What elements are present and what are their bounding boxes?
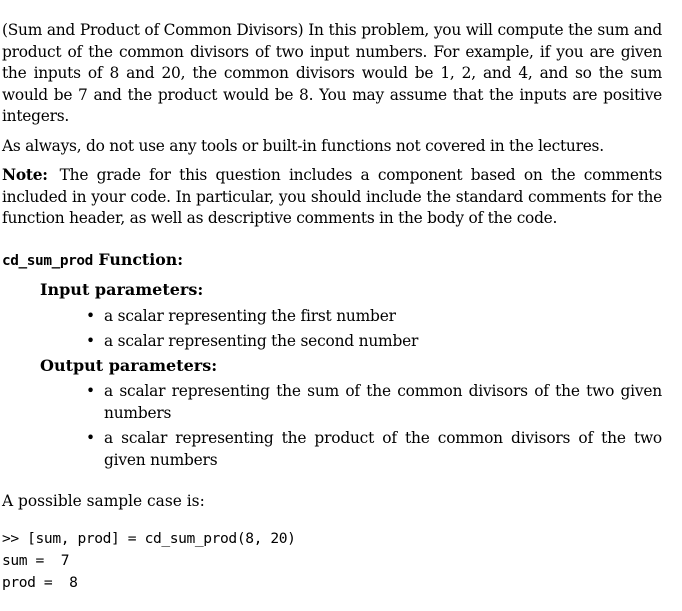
input-parameters-list [80,305,662,355]
bullet-icon: • [86,429,95,447]
list-item [80,380,662,424]
output-param-text: a scalar representing the sum of the common divisors of the two given numbers [104,382,662,422]
sample-command-line: >> [sum, prod] = cd_sum_prod(8, 20) [2,530,296,547]
sample-output-sum: sum = 7 [2,552,70,569]
tools-notice-paragraph: As always, do not use any tools or built-in functions not covered in the lectures. [2,137,604,155]
input-param-text: a scalar representing the second number [104,332,419,350]
bullet-icon: • [86,332,95,350]
output-parameters-heading: Output parameters: [40,356,218,375]
function-heading [2,249,183,272]
sample-case-intro: A possible sample case is: [2,492,205,510]
list-item [80,427,662,471]
output-parameters-list [80,380,662,474]
input-param-text: a scalar representing the first number [104,307,396,325]
bullet-icon: • [86,382,95,400]
note-text: The grade for this question includes a component based on the comments included in your code. In particular, you should include the standard comments for the function header, as well as descriptive comments in the body of the code. [2,166,662,228]
list-item [80,305,662,327]
output-param-text: a scalar representing the product of the common divisors of the two given numbers [104,429,662,469]
input-parameters-heading: Input parameters: [40,280,204,299]
problem-intro-paragraph: (Sum and Product of Common Divisors) In this problem, you will compute the sum and product of the common divisors of two input numbers. For example, if you are given the inputs of 8 and 20, the common divisors would be 1, 2, and 4, and so the sum would be 7 and the product would be 8. You may assume that the inputs are positive integers. [2,21,662,126]
bullet-icon: • [86,307,95,325]
sample-output-prod: prod = 8 [2,574,78,591]
function-name: cd_sum_prod [2,253,93,269]
function-heading-suffix: Function: [92,250,184,269]
list-item [80,330,662,352]
note-label: Note: [2,166,48,184]
note-paragraph [2,165,662,230]
